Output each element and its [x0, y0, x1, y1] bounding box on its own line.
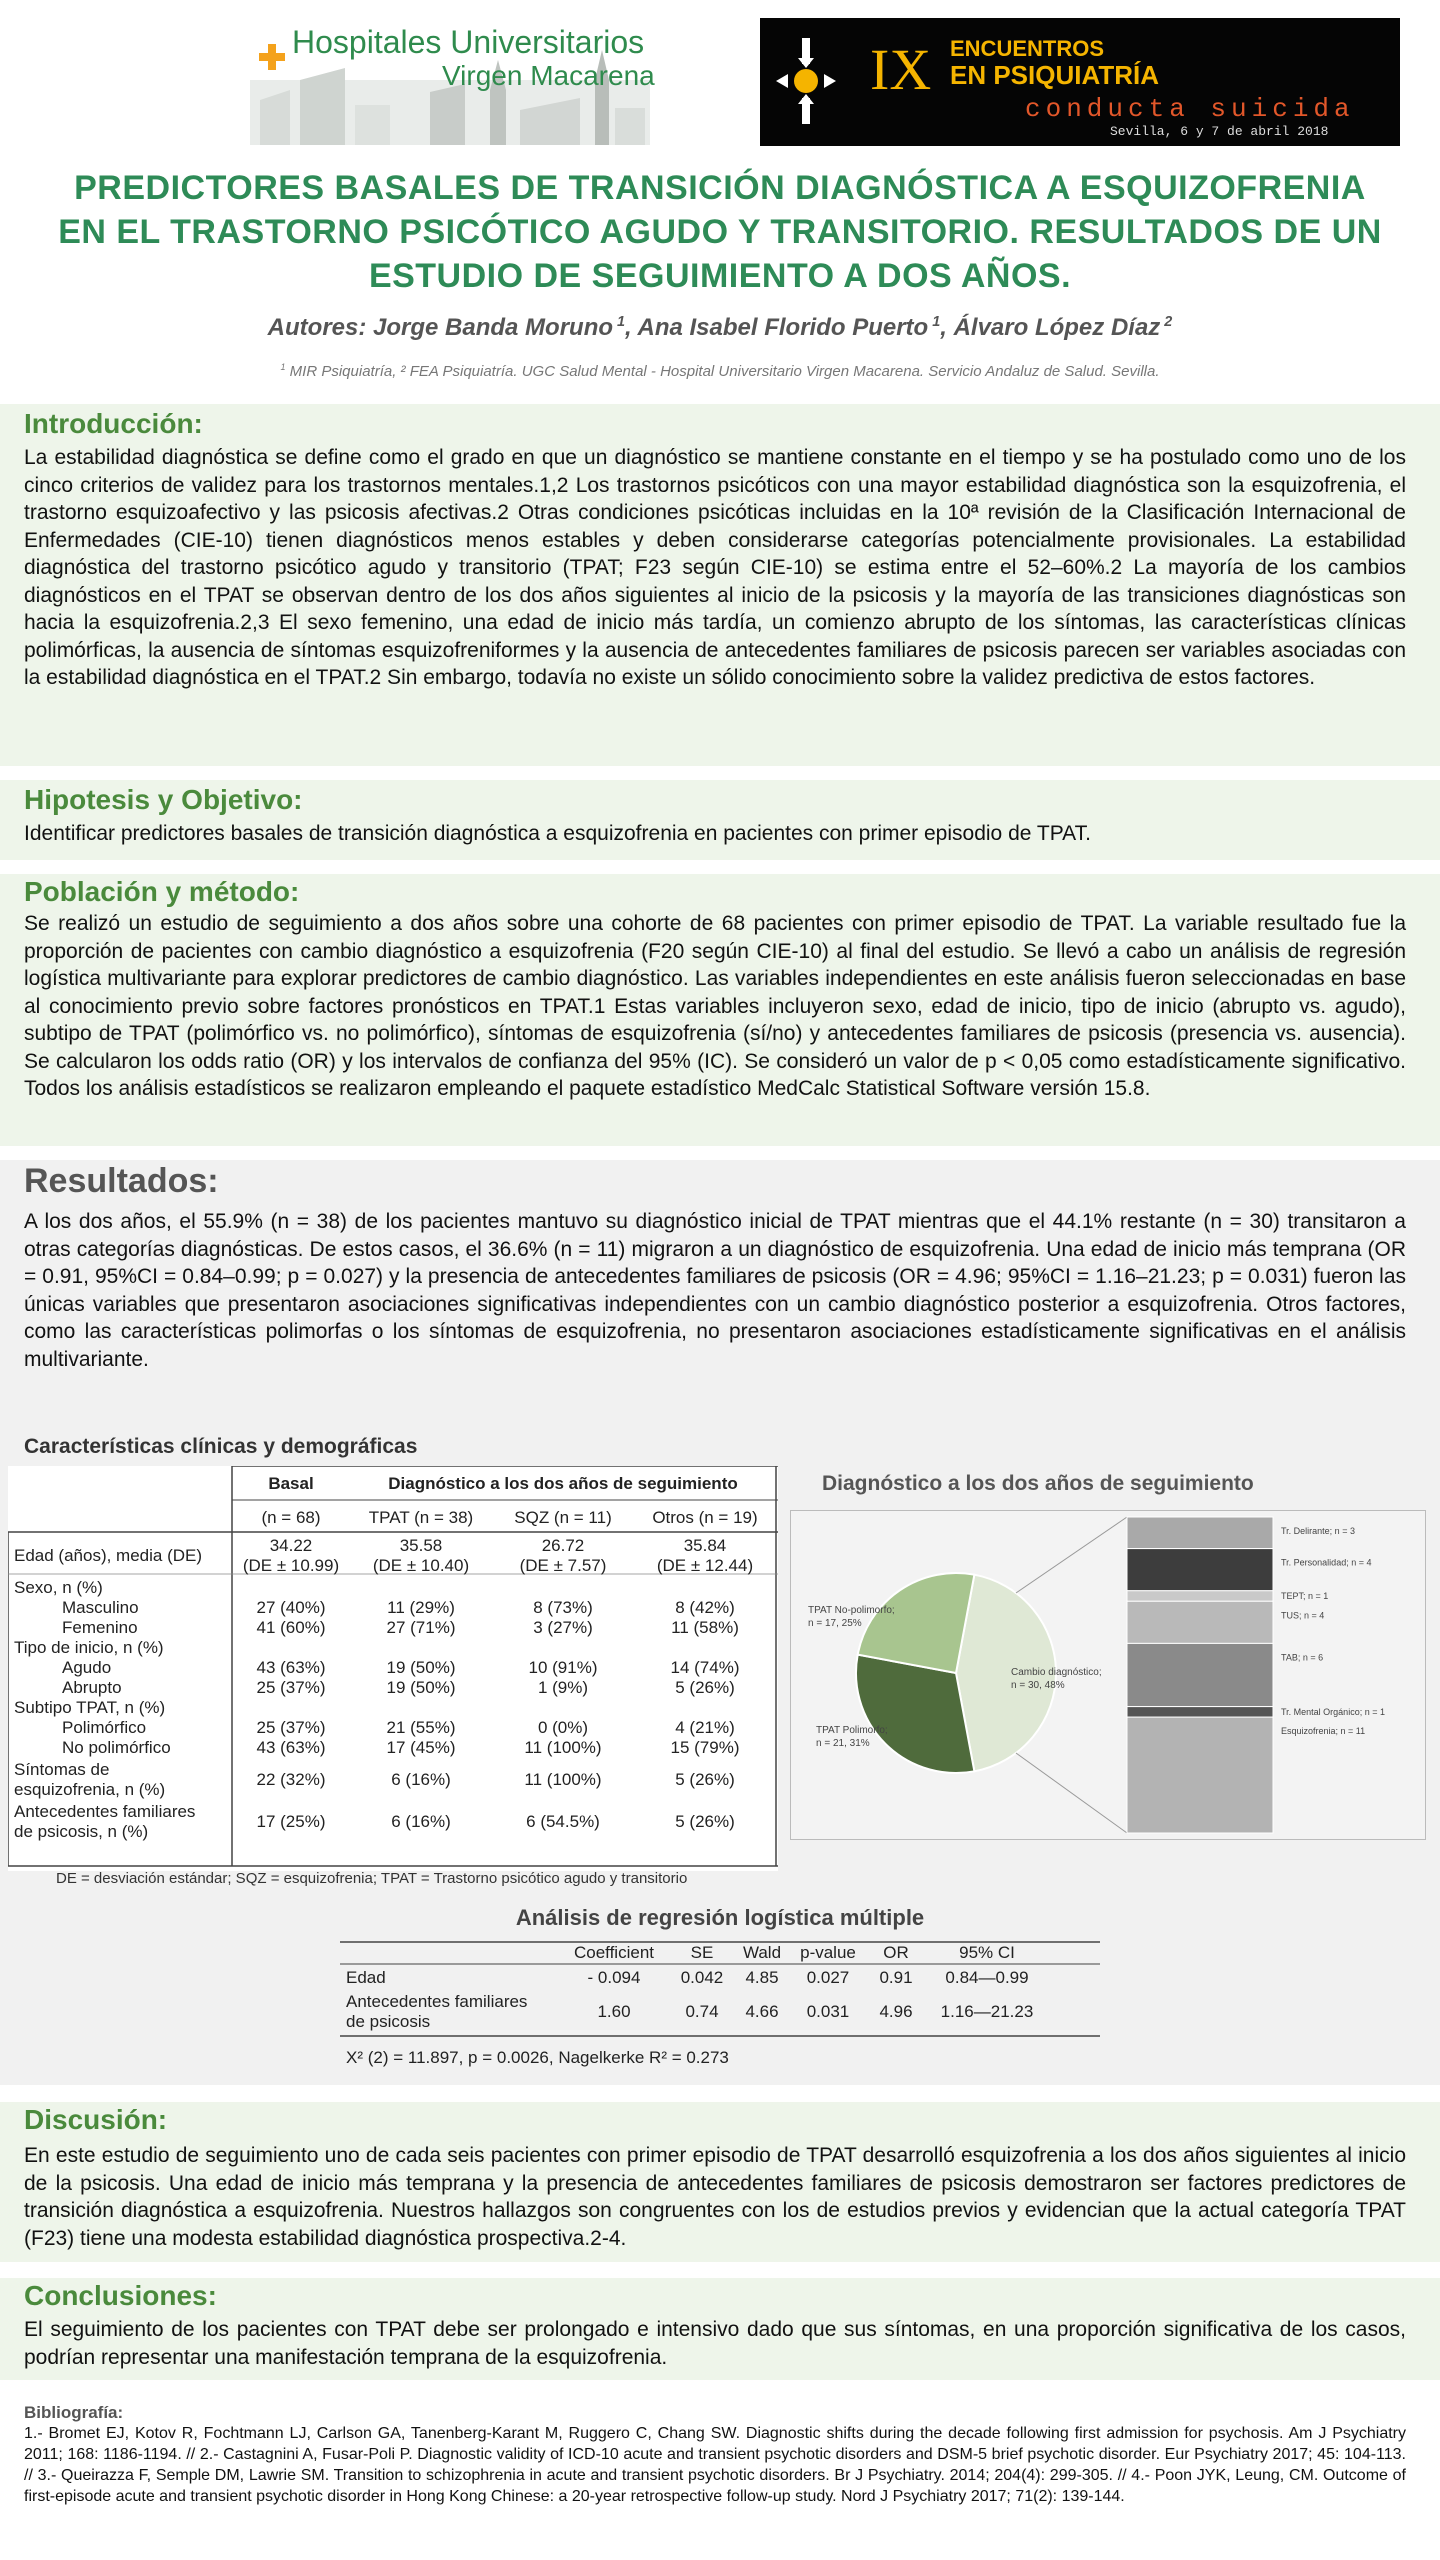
connector-line [1016, 1753, 1127, 1833]
table-row-label: Síntomas de esquizofrenia, n (%) [14, 1760, 166, 1799]
regression-cell: 4.66 [745, 2002, 779, 2021]
table-cell: 3 (27%) [533, 1618, 593, 1637]
table-row-label: Antecedentes familiares de psicosis, n (%) [14, 1802, 196, 1841]
bar-segment [1127, 1601, 1273, 1643]
table-cell: 43 (63%) [256, 1658, 326, 1677]
regression-header: p-value [800, 1943, 856, 1962]
method-text: Se realizó un estudio de seguimiento a dos años sobre una cohorte de 68 pacientes con primer episodio de TPAT. La variable resultado fue la proporción de pacientes con cambio diagnóstico a esquizofrenia (F20 según CIE-10) al final del estudio. Se llevó a cabo un análisis de regresión logística multivariante para explorar predictores de cambio diagnóstico. Las variables independientes en este análisis fueron seleccionadas en base al conocimiento previo sobre factores pronósticos en TPAT.1 Estas variables incluyeron sexo, edad de inicio, tipo de inicio (abrupto vs. agudo), subtipo de TPAT (polimórfico vs. no polimórfico), síntomas de esquizofrenia (sí/no) y antecedentes familiares de psicosis (presencia vs. ausencia). Se calcularon los odds ratio (OR) y los intervalos de confianza del 95% (IC). Se consideró un valor de p < 0,05 como estadísticamente significativo. Todos los análisis estadísticos se realizaron empleando el paquete estadístico MedCalc Statistical Software versión 15.8. [24, 912, 1406, 1100]
congress-subtitle: conducta suicida [1025, 94, 1355, 124]
pie-label: TPAT No-polimorfo; n = 17, 25% [808, 1605, 895, 1629]
table-row-label: Masculino [62, 1598, 139, 1617]
affiliations: $^1$ MIR Psiquiatría, ² FEA Psiquiatría. UGC Salud Mental - Hospital Universitario Virgen Macarena. Servicio Andaluz de Salud. Sevilla. [280, 362, 1160, 380]
table-cell: 4 (21%) [675, 1718, 735, 1737]
congress-name-2: EN PSIQUIATRÍA [950, 60, 1159, 90]
hospital-subname: Virgen Macarena [442, 60, 655, 91]
regression-cell: 0.031 [806, 2002, 850, 2021]
regression-cell: 0.84—0.99 [945, 1968, 1029, 1987]
regression-row-label: Antecedentes familiares de psicosis [346, 1992, 528, 2031]
authors: Autores: Jorge Banda Moruno $^1$, Ana Isabel Florido Puerto $^1$, Álvaro López Díaz $^2$ [267, 314, 1173, 341]
col-header: SQZ (n = 11) [514, 1508, 612, 1527]
table-cell: 19 (50%) [386, 1678, 456, 1697]
pie-label: Cambio diagnóstico; n = 30, 48% [1011, 1667, 1102, 1691]
bar-segment [1127, 1517, 1273, 1549]
col-header-diagnosis: Diagnóstico a los dos años de seguimiento [388, 1474, 738, 1493]
table-cell: 11 (100%) [524, 1738, 602, 1757]
table-row-label: No polimórfico [62, 1738, 171, 1757]
table-cell: 25 (37%) [256, 1678, 326, 1697]
results-heading: Resultados: [24, 1162, 219, 1200]
poster-title [0, 166, 1440, 298]
table-cell: 11 (100%) [524, 1770, 602, 1789]
hospital-logo [250, 20, 655, 145]
bar-label: Tr. Personalidad; n = 4 [1281, 1557, 1372, 1568]
discussion-heading: Discusión: [24, 2104, 168, 2135]
table-row-label: Sexo, n (%) [14, 1578, 103, 1597]
regression-cell: - 0.094 [587, 1968, 641, 1987]
results-text: A los dos años, el 55.9% (n = 38) de los pacientes mantuvo su diagnóstico inicial de TPAT mientras que el 44.1% restante (n = 30) transitaron a otras categorías diagnósticas. De estos casos, el 36.6% (n = 11) migraron a un diagnóstico de esquizofrenia. Una edad de inicio más temprana (OR = 0.91, 95%CI = 0.84–0.99; p = 0.027) y la presencia de antecedentes familiares de psicosis (OR = 4.96; 95%CI = 1.16–21.23; p = 0.031) fueron las únicas variables que presentaron asociaciones significativas independientes con un cambio diagnóstico posterior a esquizofrenia. Otros factores, como las características polimorfas o los síntomas de esquizofrenia, no presentaron asociaciones estadísticamente significativas en el análisis multivariante. [24, 1210, 1406, 1371]
regression-cell: 4.96 [879, 2002, 913, 2021]
table-row-label: Femenino [62, 1618, 138, 1637]
table-note: DE = desviación estándar; SQZ = esquizofrenia; TPAT = Trastorno psicótico agudo y transitorio [56, 1870, 688, 1887]
table-row-label: Edad (años), media (DE) [14, 1546, 203, 1565]
bar-segment [1127, 1591, 1273, 1602]
table-cell: 10 (91%) [528, 1658, 598, 1677]
regression-footer: X² (2) = 11.897, p = 0.0026, Nagelkerke R² = 0.273 [346, 2048, 729, 2067]
table-cell: 17 (25%) [256, 1812, 326, 1831]
intro-heading: Introducción: [24, 408, 203, 439]
regression-cell: 0.027 [806, 1968, 850, 1987]
col-header: TPAT (n = 38) [368, 1508, 474, 1527]
col-header: (n = 68) [261, 1508, 321, 1527]
author: Ana Isabel Florido Puerto [637, 314, 929, 341]
regression-cell: 0.74 [685, 2002, 719, 2021]
regression-header: Wald [742, 1943, 782, 1962]
bar-label: TEPT; n = 1 [1281, 1591, 1329, 1601]
table-cell: 15 (79%) [670, 1738, 740, 1757]
table-cell: 6 (16%) [391, 1770, 451, 1789]
table-cell: 22 (32%) [256, 1770, 326, 1789]
bibliography [24, 2402, 1406, 2507]
discussion-text: En este estudio de seguimiento uno de cada seis pacientes con primer episodio de TPAT desarrolló esquizofrenia a los dos años siguientes al inicio de la psicosis. Una edad de inicio más temprana y la presencia de antecedentes familiares de psicosis demostraron ser factores predictores de transición diagnóstica a esquizofrenia. Nuestros hallazgos son congruentes con los de estudios previos y evidencian que la actual categoría TPAT (F23) tiene una modesta estabilidad diagnóstica prospectiva.2-4. [24, 2144, 1406, 2250]
table-cell: 25 (37%) [256, 1718, 326, 1737]
table-cell: 5 (26%) [675, 1812, 735, 1831]
table-cell: 6 (54.5%) [526, 1812, 600, 1831]
table-cell: 27 (40%) [256, 1598, 326, 1617]
bar-segment [1127, 1549, 1273, 1591]
conclusions-heading: Conclusiones: [24, 2280, 217, 2311]
regression-cell: 4.85 [745, 1968, 779, 1987]
regression-cell: 1.16—21.23 [940, 2002, 1034, 2021]
pie-label: TPAT Polimorfo; n = 21, 31% [816, 1725, 888, 1749]
table-cell: 35.84 (DE ± 12.44) [656, 1536, 754, 1575]
congress-date: Sevilla, 6 y 7 de abril 2018 [1110, 124, 1329, 139]
regression-header: Coefficient [573, 1943, 654, 1962]
table-cell: 43 (63%) [256, 1738, 326, 1757]
table-cell: 14 (74%) [670, 1658, 740, 1677]
author: Álvaro López Díaz [953, 314, 1161, 341]
bibliography-text: 1.- Bromet EJ, Kotov R, Fochtmann LJ, Carlson GA, Tanenberg-Karant M, Ruggero C, Chang SW. Diagnostic shifts during the decade following first admission for psychosis. Am J Psychiatry 2011; 168: 1186-1194. // 2.- Castagnini A, Fusar-Poli P. Diagnostic validity of ICD-10 acute and transient psychotic disorders and DSM-5 brief psychotic disorder. Eur Psychiatry 2017; 45: 104-113. // 3.- Queirazza F, Semple DM, Lawrie SM. Transition to schizophrenia in acute and transient psychotic disorders. Br J Psychiatry. 2014; 204(4): 299-305. // 4.- Poon JYK, Leung, CM. Outcome of first-episode acute and transient psychotic disorder in Hong Kong Chinese: a 20-year retrospective follow-up study. Nord J Psychiatry 2017; 71(2): 139-144. [24, 2425, 1406, 2505]
table-cell: 35.58 (DE ± 10.40) [372, 1536, 470, 1575]
hospital-name: Hospitales Universitarios [292, 24, 645, 60]
regression-table-title: Análisis de regresión logística múltiple [515, 1905, 925, 1930]
title-line: PREDICTORES BASALES DE TRANSICIÓN DIAGNÓSTICA A ESQUIZOFRENIA [74, 169, 1366, 207]
hypothesis-text: Identificar predictores basales de transición diagnóstica a esquizofrenia en pacientes con primer episodio de TPAT. [24, 822, 1091, 845]
table-cell: 21 (55%) [386, 1718, 456, 1737]
congress-logo [760, 18, 1400, 146]
title-line: ESTUDIO DE SEGUIMIENTO A DOS AÑOS. [368, 257, 1072, 295]
table-cell: 8 (42%) [675, 1598, 735, 1617]
table-cell: 27 (71%) [386, 1618, 456, 1637]
congress-edition: IX [870, 37, 932, 102]
table-row-label: Abrupto [62, 1678, 122, 1697]
method-heading: Población y método: [24, 876, 300, 907]
regression-header: 95% CI [959, 1943, 1015, 1962]
author: Jorge Banda Moruno [373, 314, 614, 341]
bar-label: Tr. Delirante; n = 3 [1281, 1526, 1355, 1536]
regression-header: SE [690, 1943, 714, 1962]
chart-title: Diagnóstico a los dos años de seguimiento [822, 1472, 1254, 1495]
demographics-table [8, 1466, 778, 1871]
table-cell: 17 (45%) [386, 1738, 456, 1757]
regression-cell: 0.91 [879, 1968, 913, 1987]
regression-row-label: Edad [346, 1968, 386, 1987]
congress-emblem-icon [774, 36, 838, 126]
regression-header: OR [883, 1943, 909, 1962]
intro-text: La estabilidad diagnóstica se define como el grado en que un diagnóstico se mantiene constante en el tiempo y se ha postulado como uno de los cinco criterios de validez para los trastornos mentales.1,2 Los trastornos psicóticos con una mayor estabilidad diagnóstica son la esquizofrenia, el trastorno esquizoafectivo y las psicosis afectivas.2 Otras condiciones psicóticas incluidas en la 10ª revisión de la Clasificación Internacional de Enfermedades (CIE-10) tienen diagnósticos menos estables y deben considerarse categorías potencialmente provisionales. La estabilidad diagnóstica del trastorno psicótico agudo y transitorio (TPAT; F23 según CIE-10) se estima entre el 52–60%.2 La mayoría de los cambios diagnósticos en el TPAT se observan dentro de los dos años siguientes al inicio de la psicosis y la mayoría de las transiciones diagnósticas son hacia la esquizofrenia.2,3 El sexo femenino, una edad de inicio más tardía, un comienzo abrupto de los síntomas, las características clínicas polimórficas, la ausencia de síntomas esquizofreniformes y la ausencia de antecedentes familiares de psicosis parecen ser variables asociadas con la estabilidad diagnóstica en el TPAT.2 Sin embargo, todavía no existe un sólido conocimiento sobre la validez predictiva de estos factores. [24, 446, 1406, 689]
chart-svg [791, 1511, 1425, 1839]
bar-label: Tr. Mental Orgánico; n = 1 [1281, 1706, 1385, 1717]
bar-segment [1127, 1643, 1273, 1706]
table-cell: 6 (16%) [391, 1812, 451, 1831]
table-cell: 8 (73%) [533, 1598, 593, 1617]
connector-line [1016, 1517, 1127, 1593]
authors-prefix: Autores: [267, 314, 374, 341]
diagnosis-chart [790, 1510, 1426, 1840]
bar-label: TUS; n = 4 [1281, 1610, 1325, 1621]
table-cell: 0 (0%) [537, 1718, 589, 1737]
table-cell: 5 (26%) [675, 1678, 735, 1697]
table-cell: 11 (58%) [671, 1618, 739, 1637]
bar-segment [1127, 1707, 1273, 1718]
table-cell: 1 (9%) [537, 1678, 589, 1697]
bar-segment [1127, 1717, 1273, 1833]
table-cell: 11 (29%) [387, 1598, 455, 1617]
hypothesis-heading: Hipotesis y Objetivo: [24, 784, 303, 815]
affiliation-text: MIR Psiquiatría, ² FEA Psiquiatría. UGC Salud Mental - Hospital Universitario Virgen Macarena. Servicio Andaluz de Salud. Sevilla. [289, 363, 1160, 380]
table-cell: 19 (50%) [386, 1658, 456, 1677]
table-row-label: Subtipo TPAT, n (%) [14, 1698, 166, 1717]
conclusions-text: El seguimiento de los pacientes con TPAT debe ser prolongado e intensivo dado que sus síntomas, en una proporción significativa de los casos, podrían representar una manifestación temprana de la esquizofrenia. [24, 2318, 1406, 2369]
congress-name-1: ENCUENTROS [950, 36, 1105, 61]
table-cell: 26.72 (DE ± 7.57) [519, 1536, 607, 1575]
demographics-table-title: Características clínicas y demográficas [24, 1435, 418, 1458]
regression-cell: 0.042 [680, 1968, 724, 1987]
col-header-basal: Basal [268, 1474, 314, 1493]
table-cell: 34.22 (DE ± 10.99) [242, 1536, 340, 1575]
col-header: Otros (n = 19) [652, 1508, 758, 1527]
table-cell: 41 (60%) [256, 1618, 326, 1637]
regression-cell: 1.60 [597, 2002, 631, 2021]
table-cell: 5 (26%) [675, 1770, 735, 1789]
bibliography-heading: Bibliografía: [24, 2403, 124, 2422]
pie-slice [858, 1573, 975, 1673]
table-row-label: Agudo [62, 1658, 112, 1677]
bar-label: Esquizofrenia; n = 11 [1281, 1726, 1366, 1737]
title-line: EN EL TRASTORNO PSICÓTICO AGUDO Y TRANSITORIO. RESULTADOS DE UN [58, 213, 1382, 251]
bar-label: TAB; n = 6 [1281, 1652, 1324, 1663]
table-row-label: Tipo de inicio, n (%) [14, 1638, 164, 1657]
regression-table [340, 1938, 1100, 2038]
table-row-label: Polimórfico [62, 1718, 147, 1737]
